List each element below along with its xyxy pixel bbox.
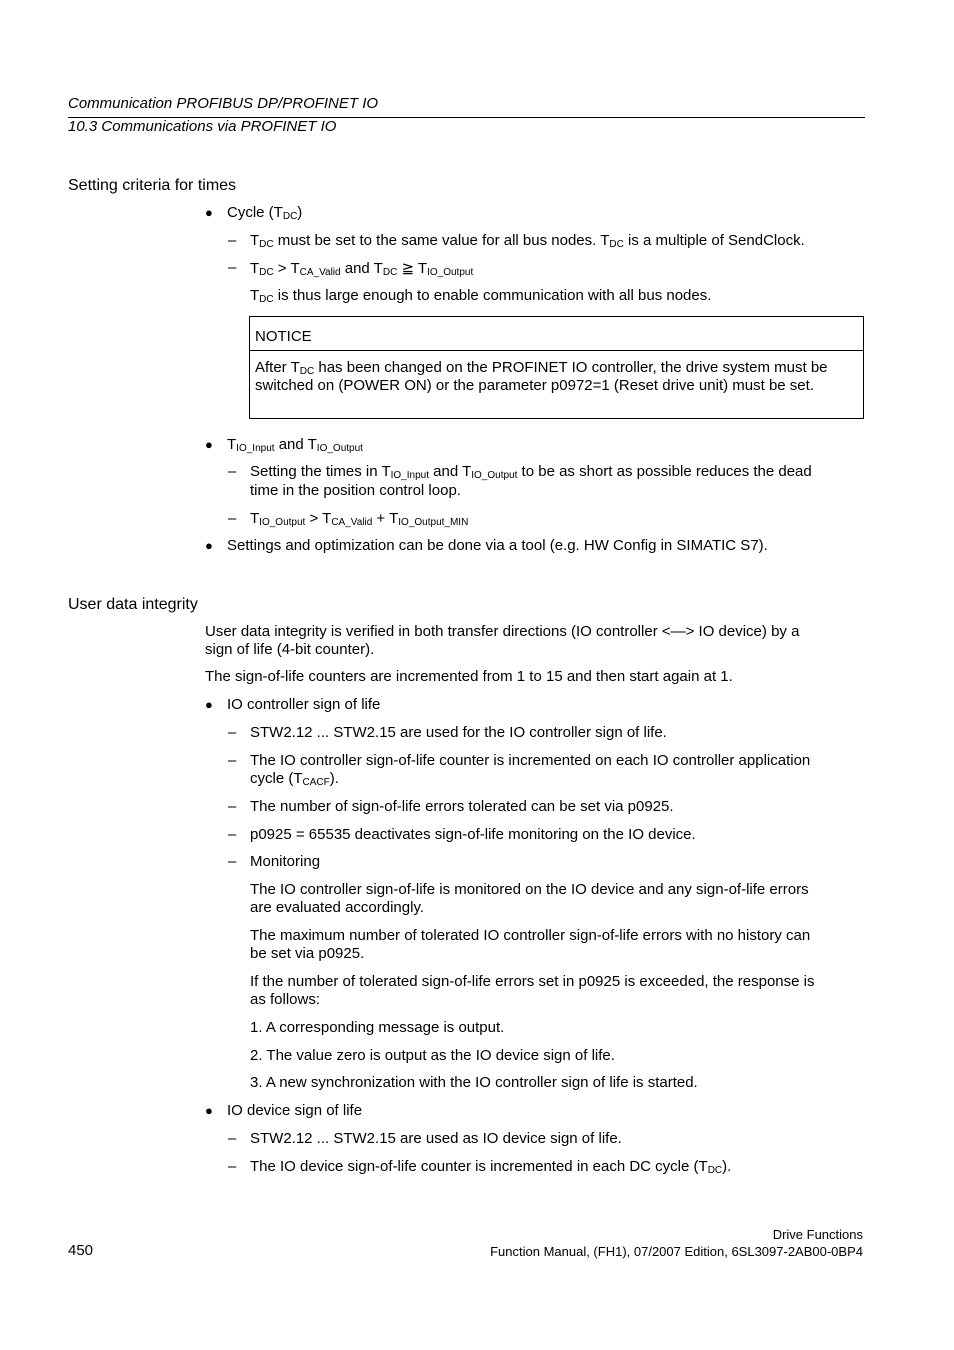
para-integrity-line2: sign of life (4-bit counter). xyxy=(205,641,375,658)
monitoring-para3-line1: If the number of tolerated sign-of-life errors set in p0925 is exceeded, the response is xyxy=(250,973,815,990)
dash-controller-counter-line1: The IO controller sign-of-life counter is incremented on each IO controller application xyxy=(250,752,811,769)
dash-monitoring: Monitoring xyxy=(250,853,321,870)
dash-tio-output-formula: $T_{IO\_Output} > T_{CA\_Valid} + T_{IO\_Output\_MIN}$ xyxy=(250,510,469,528)
dash-icon: – xyxy=(228,463,237,480)
dash-setting-times: Setting the times in $T_{IO\_Input}$ and $T_{IO\_Output}$ to be as short as possible reduces the dead xyxy=(250,463,812,481)
section-heading-setting-criteria: Setting criteria for times xyxy=(68,177,237,194)
dash-icon: – xyxy=(228,1130,237,1147)
tdc-explanation: $T_{DC}$ is thus large enough to enable communication with all bus nodes. xyxy=(250,287,712,305)
bullet-tio: $T_{IO\_Input}$ and $T_{IO\_Output}$ xyxy=(227,436,363,454)
bullet-cycle: Cycle $(T_{DC})$ xyxy=(227,204,303,222)
section-heading-user-data-integrity: User data integrity xyxy=(68,596,198,613)
numbered-item-1: 1. A corresponding message is output. xyxy=(250,1019,505,1036)
bullet-icon: ● xyxy=(205,538,213,553)
bullet-settings-tool: Settings and optimization can be done via a tool (e.g. HW Config in SIMATIC S7). xyxy=(227,537,768,554)
notice-box xyxy=(249,316,864,419)
notice-title: NOTICE xyxy=(255,328,312,345)
bullet-icon: ● xyxy=(205,437,213,452)
dash-device-counter: The IO device sign-of-life counter is incremented in each DC cycle $(T_{DC})$. xyxy=(250,1158,732,1176)
dash-errors-tolerated: The number of sign-of-life errors tolerated can be set via p0925. xyxy=(250,798,674,815)
dash-icon: – xyxy=(228,853,237,870)
dash-tdc-sendclock: $T_{DC}$ must be set to the same value for all bus nodes. $T_{DC}$ is a multiple of SendClock. xyxy=(250,232,805,250)
footer-doc-title: Drive Functions xyxy=(772,1227,863,1242)
monitoring-para3-line2: as follows: xyxy=(250,991,321,1008)
running-header-section: 10.3 Communications via PROFINET IO xyxy=(68,118,337,135)
monitoring-para2-line2: be set via p0925. xyxy=(250,945,365,962)
para-counters: The sign-of-life counters are incremented from 1 to 15 and then start again at 1. xyxy=(205,668,733,685)
numbered-item-2: 2. The value zero is output as the IO device sign of life. xyxy=(250,1047,615,1064)
bullet-icon: ● xyxy=(205,697,213,712)
bullet-icon: ● xyxy=(205,1103,213,1118)
numbered-item-3: 3. A new synchronization with the IO controller sign of life is started. xyxy=(250,1074,698,1091)
monitoring-para1-line2: are evaluated accordingly. xyxy=(250,899,424,916)
monitoring-para1-line1: The IO controller sign-of-life is monitored on the IO device and any sign-of-life errors xyxy=(250,881,809,898)
bullet-io-controller-sol: IO controller sign of life xyxy=(227,696,381,713)
dash-setting-times-line2: time in the position control loop. xyxy=(250,482,461,499)
bullet-io-device-sol: IO device sign of life xyxy=(227,1102,363,1119)
dash-icon: – xyxy=(228,826,237,843)
para-integrity-line1: User data integrity is verified in both transfer directions (IO controller <—> IO device) by a xyxy=(205,623,800,640)
page-number: 450 xyxy=(68,1242,94,1259)
running-header-title: Communication PROFIBUS DP/PROFINET IO xyxy=(68,95,379,112)
dash-icon: – xyxy=(228,724,237,741)
dash-icon: – xyxy=(228,752,237,769)
dash-icon: – xyxy=(228,798,237,815)
dash-stw-device: STW2.12 ... STW2.15 are used as IO device sign of life. xyxy=(250,1130,622,1147)
dash-icon: – xyxy=(228,232,237,249)
dash-icon: – xyxy=(228,259,237,276)
dash-stw-controller: STW2.12 ... STW2.15 are used for the IO controller sign of life. xyxy=(250,724,667,741)
footer-doc-info: Function Manual, (FH1), 07/2007 Edition, 6SL3097-2AB00-0BP4 xyxy=(490,1244,863,1259)
dash-tdc-inequality: $T_{DC} > T_{CA\_Valid}$ and $T_{DC}$ ≧ $T_{IO\_Output}$ xyxy=(250,260,474,278)
dash-controller-counter-line2: cycle $(T_{CACF})$. xyxy=(250,770,339,788)
monitoring-para2-line1: The maximum number of tolerated IO controller sign-of-life errors with no history can xyxy=(250,927,811,944)
bullet-icon: ● xyxy=(205,205,213,220)
dash-icon: – xyxy=(228,1158,237,1175)
header-rule xyxy=(68,117,865,118)
notice-body: After $T_{DC}$ has been changed on the PROFINET IO controller, the drive system must be switched on (POWER ON) or the parameter p0972=1 (Reset drive unit) must be set. xyxy=(255,359,828,394)
dash-p0925-deactivates: p0925 = 65535 deactivates sign-of-life monitoring on the IO device. xyxy=(250,826,696,843)
dash-icon: – xyxy=(228,510,237,527)
notice-divider xyxy=(250,350,863,351)
